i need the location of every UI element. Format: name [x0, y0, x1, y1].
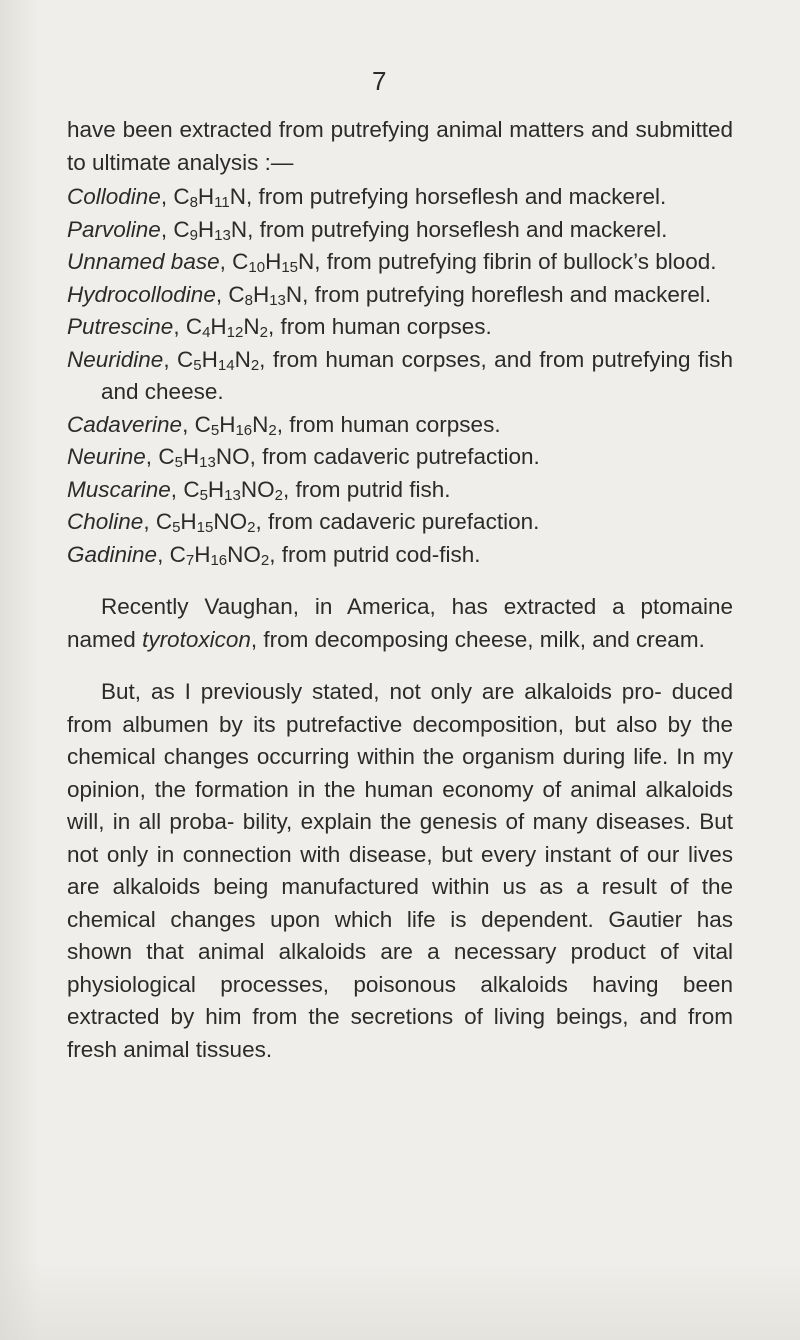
list-item: Choline, $C_5H_{15}NO_2$, from cadaveric purefaction. [67, 509, 540, 536]
page-number: 7 [372, 66, 387, 96]
page-bottom-shadow [0, 1260, 800, 1340]
chemical-formula [195, 412, 277, 437]
compound-name: Unnamed base [67, 249, 220, 274]
chemical-formula [232, 249, 314, 274]
formula-subscript: 16 [235, 421, 253, 439]
compound-source: from human corpses, and from putrefying fish and cheese. [101, 346, 733, 404]
compound-name: Gadinine [67, 541, 158, 567]
formula-element: C [194, 411, 211, 437]
page-body [67, 114, 733, 1066]
formula-subscript: 15 [196, 519, 214, 536]
formula-element: H [194, 541, 211, 567]
compound-name: Muscarine [67, 476, 171, 502]
formula-element: NO [213, 509, 248, 534]
list-item: Unnamed base, $C_{10}H_{15}N$, from putrefying fibrin of bullock’s blood. [67, 249, 717, 276]
chemical-formula [173, 217, 247, 242]
compound-name: Neurine [67, 444, 146, 469]
compound-name: Collodine [67, 184, 161, 209]
formula-element: H [197, 184, 215, 209]
formula-subscript: 8 [189, 194, 198, 211]
compound-name: Putrescine [67, 314, 174, 339]
compound-source: from putrefying horseflesh and mackerel. [258, 184, 667, 209]
compound-source: from putrefying horseflesh and mackerel. [259, 216, 668, 242]
formula-subscript: 2 [268, 421, 277, 439]
formula-element: H [201, 346, 218, 372]
compound-source: from putrid cod-fish. [281, 541, 481, 567]
compound-source: from cadaveric putrefaction. [262, 444, 540, 469]
formula-element: H [252, 281, 270, 307]
ptomaine-list [67, 181, 733, 571]
chemical-formula [156, 509, 256, 534]
formula-element: C [155, 509, 173, 534]
page-edge-shadow [0, 0, 40, 1340]
list-item: Collodine, $C_8H_{11}N$, from putrefying horseflesh and mackerel. [67, 184, 667, 211]
formula-element: H [180, 509, 197, 534]
compound-name: Neuridine [67, 346, 164, 372]
formula-element: H [197, 216, 215, 242]
compound-source: from human corpses. [280, 314, 492, 339]
list-item: Neurine, $C_5H_{13}NO$, from cadaveric putrefaction. [67, 444, 540, 471]
formula-element: N [234, 346, 251, 372]
paragraph-vaughan-after: , from decomposing cheese, milk, and cream. [250, 626, 705, 652]
list-item: Hydrocollodine, $C_8H_{13}N$, from putrefying horeflesh and mackerel. [67, 281, 712, 309]
formula-element: C [177, 346, 194, 372]
chemical-formula [173, 184, 246, 209]
list-item: Cadaverine, $C_5H_{16}N_2$, from human corpses. [67, 411, 501, 439]
formula-element: C [185, 314, 203, 339]
formula-subscript: 12 [226, 324, 244, 341]
formula-element: H [265, 249, 282, 274]
formula-subscript: 13 [214, 226, 231, 244]
formula-element: N [298, 249, 315, 274]
formula-subscript: 5 [172, 519, 181, 536]
chemical-formula [158, 444, 249, 469]
formula-subscript: 5 [174, 454, 183, 471]
formula-subscript: 14 [217, 356, 235, 374]
paragraph-vaughan [67, 591, 733, 656]
formula-subscript: 2 [274, 486, 283, 504]
compound-name: Choline [67, 509, 144, 534]
list-item: Neuridine, $C_5H_{14}N_2$, from human corpses, and from putrefying fish and cheese. [67, 346, 733, 404]
compound-name: Cadaverine [67, 411, 183, 437]
formula-element: NO [240, 476, 275, 502]
formula-element: C [228, 281, 245, 307]
formula-element: C [232, 249, 249, 274]
list-item: Muscarine, $C_5H_{13}NO_2$, from putrid fish. [67, 476, 451, 504]
formula-element: C [183, 476, 200, 502]
formula-subscript: 8 [244, 291, 253, 309]
chemical-formula [170, 542, 270, 567]
compound-source: from cadaveric purefaction. [267, 509, 540, 534]
formula-subscript: 4 [202, 324, 211, 341]
compound-source: from putrid fish. [295, 476, 451, 502]
formula-subscript: 9 [189, 226, 198, 244]
chemical-formula [228, 282, 302, 307]
compound-source: from putrefying fibrin of bullock’s blood. [326, 249, 717, 274]
formula-subscript: 5 [199, 486, 208, 504]
formula-element: H [207, 476, 225, 502]
chemical-formula [183, 477, 283, 502]
formula-element: C [173, 184, 190, 209]
formula-element: C [169, 541, 186, 567]
paragraph-alkaloids: But, as I previously stated, not only are alkaloids pro- duced from albumen by its putrefactive decomposition, but also by the chemical changes occurring within the organism during life. In my opinion, the formation in the human economy of animal alkaloids will, in all proba- bility, explain the genesis of many diseases. But not only in connection with disease, but every instant of our lives are alkaloids being manufactured within us as a result of the chemical changes upon which life is dependent. Gautier has shown that animal alkaloids are a necessary product of vital physiological processes, poisonous alkaloids having been extracted by him from the secretions of living beings, and from fresh animal tissues. [67, 679, 733, 1062]
formula-element: H [210, 314, 227, 339]
formula-subscript: 2 [259, 324, 268, 341]
formula-subscript: 11 [214, 194, 230, 211]
formula-element: N [252, 411, 269, 437]
paragraph-vaughan-before: Recently Vaughan, in America, has extracted a ptomaine named [67, 594, 733, 652]
formula-subscript: 13 [224, 486, 241, 504]
formula-subscript: 2 [250, 356, 260, 374]
formula-subscript: 15 [281, 259, 298, 276]
tyrotoxicon-term: tyrotoxicon [142, 626, 251, 652]
formula-subscript: 5 [193, 356, 202, 374]
formula-subscript: 13 [269, 291, 286, 309]
formula-subscript: 2 [260, 551, 270, 569]
formula-subscript: 16 [210, 551, 228, 569]
compound-name: Parvoline [67, 216, 161, 242]
compound-source: from human corpses. [289, 411, 501, 437]
formula-element: N [285, 281, 303, 307]
formula-element: C [158, 444, 175, 469]
formula-subscript: 5 [210, 421, 220, 439]
chemical-formula [186, 314, 268, 339]
list-item: Putrescine, $C_4H_{12}N_2$, from human corpses. [67, 314, 492, 341]
formula-element: N [229, 184, 246, 209]
intro-text: have been extracted from putrefying animal matters and submitted to ultimate analysis :— [67, 117, 733, 175]
formula-element: N [243, 314, 260, 339]
formula-element: N [230, 216, 248, 242]
chemical-formula [177, 347, 259, 372]
formula-subscript: 13 [199, 454, 216, 471]
formula-element: H [219, 411, 236, 437]
compound-name: Hydrocollodine [67, 281, 216, 307]
formula-subscript: 2 [247, 519, 256, 536]
formula-element: NO [215, 444, 250, 469]
compound-source: from putrefying horeflesh and mackerel. [314, 281, 712, 307]
list-item: Gadinine, $C_7H_{16}NO_2$, from putrid cod-fish. [67, 541, 481, 569]
formula-subscript: 10 [248, 259, 266, 276]
list-item: Parvoline, $C_9H_{13}N$, from putrefying horseflesh and mackerel. [67, 216, 668, 244]
formula-element: H [182, 444, 200, 469]
formula-subscript: 7 [185, 551, 195, 569]
formula-element: C [173, 216, 190, 242]
formula-element: NO [227, 541, 261, 567]
